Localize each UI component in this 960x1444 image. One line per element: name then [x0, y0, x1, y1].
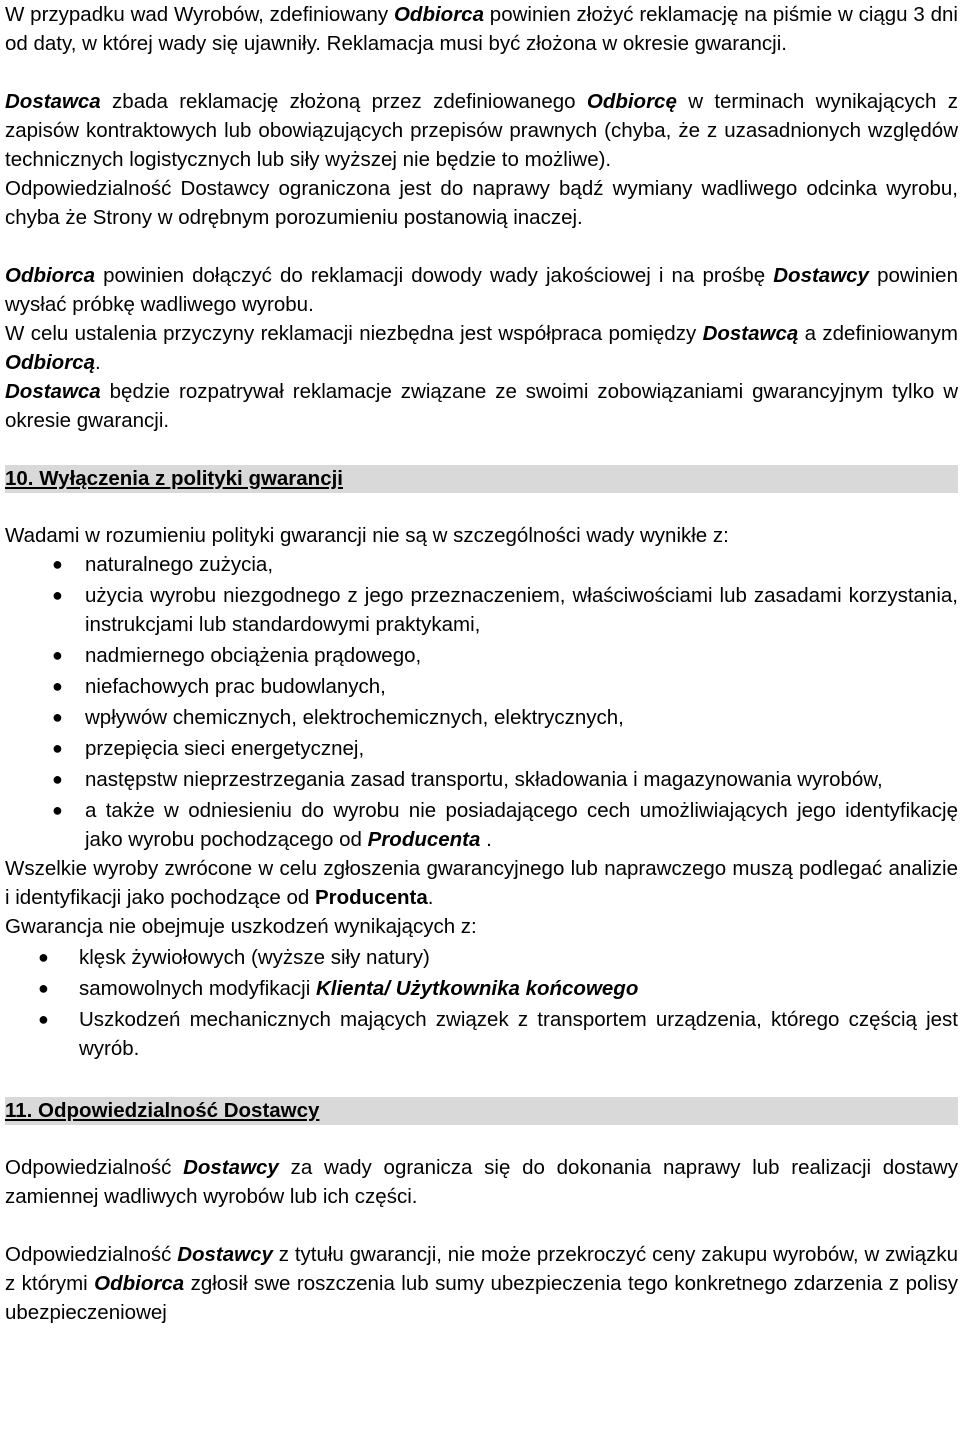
bullet-icon: ●	[52, 769, 63, 789]
bullet-icon: ●	[52, 554, 63, 574]
bullet-icon: ●	[38, 1009, 49, 1029]
complaint-deadline-paragraph: W przypadku wad Wyrobów, zdefiniowany Odbiorca powinien złożyć reklamację na piśmie w ciągu 3 dni od daty, w której wady się ujawniły. Reklamacja musi być złożona w okresie gwarancji.	[5, 3, 958, 55]
bullet-icon: ●	[52, 800, 63, 820]
list-item: ● klęsk żywiołowych (wyższe siły natury)	[5, 943, 958, 972]
list-item: ● użycia wyrobu niezgodnego z jego przeznaczeniem, właściwościami lub zasadami korzystania, instrukcjami lub standardowymi praktykami,	[5, 581, 958, 639]
list-item: ● Uszkodzeń mechanicznych mających związek z transportem urządzenia, którego częścią jest wyrób.	[5, 1005, 958, 1063]
list-item: ● przepięcia sieci energetycznej,	[5, 734, 958, 763]
section-10-intro: Wadami w rozumieniu polityki gwarancji nie są w szczególności wady wynikłe z:	[5, 524, 729, 547]
list-item: ● niefachowych prac budowlanych,	[5, 672, 958, 701]
bullet-icon: ●	[52, 738, 63, 758]
cooperation-paragraph: W celu ustalenia przyczyny reklamacji niezbędna jest współpraca pomiędzy Dostawcą a zdefiniowanym Odbiorcą.	[5, 322, 958, 374]
section-11-heading: 11. Odpowiedzialność Dostawcy	[5, 1097, 958, 1125]
section-10-heading: 10. Wyłączenia z polityki gwarancji	[5, 465, 958, 493]
evidence-paragraph: Odbiorca powinien dołączyć do reklamacji dowody wady jakościowej i na prośbę Dostawcy powinien wysłać próbkę wadliwego wyrobu.	[5, 264, 958, 316]
bullet-icon: ●	[52, 645, 63, 665]
returned-products-paragraph: Wszelkie wyroby zwrócone w celu zgłoszenia gwarancyjnego lub naprawczego muszą podlegać analizie i identyfikacji jako pochodzące od Producenta.	[5, 857, 958, 909]
damage-exclusions-list	[5, 943, 958, 1063]
bullet-icon: ●	[38, 978, 49, 998]
exclusions-list	[5, 550, 958, 854]
bullet-icon: ●	[52, 585, 63, 605]
list-item: ● następstw nieprzestrzegania zasad transportu, składowania i magazynowania wyrobów,	[5, 765, 958, 794]
bullet-icon: ●	[52, 676, 63, 696]
bullet-icon: ●	[52, 707, 63, 727]
warranty-period-paragraph: Dostawca będzie rozpatrywał reklamacje związane ze swoimi zobowiązaniami gwarancyjnym tylko w okresie gwarancji.	[5, 380, 958, 432]
liability-limit-paragraph: Odpowiedzialność Dostawcy ograniczona jest do naprawy bądź wymiany wadliwego odcinka wyrobu, chyba że Strony w odrębnym porozumieniu postanowią inaczej.	[5, 177, 958, 229]
list-item: ● naturalnego zużycia,	[5, 550, 958, 579]
list-item: ● nadmiernego obciążenia prądowego,	[5, 641, 958, 670]
bullet-icon: ●	[38, 947, 49, 967]
supplier-liability-paragraph: Odpowiedzialność Dostawcy za wady ogranicza się do dokonania naprawy lub realizacji dostawy zamiennej wadliwych wyrobów lub ich części.	[5, 1156, 958, 1208]
list-item: ● wpływów chemicznych, elektrochemicznych, elektrycznych,	[5, 703, 958, 732]
list-item: ● a także w odniesieniu do wyrobu nie posiadającego cech umożliwiających jego identyfikację jako wyrobu pochodzącego od Producenta .	[5, 796, 958, 854]
exclusion-intro: Gwarancja nie obejmuje uszkodzeń wynikających z:	[5, 915, 477, 938]
liability-cap-paragraph: Odpowiedzialność Dostawcy z tytułu gwarancji, nie może przekroczyć ceny zakupu wyrobów, w związku z którymi Odbiorca zgłosił swe roszczenia lub sumy ubezpieczenia tego konkretnego zdarzenia z polisy ubezpieczeniowej	[5, 1243, 958, 1324]
document-page	[5, 0, 958, 1327]
supplier-review-paragraph: Dostawca zbada reklamację złożoną przez zdefiniowanego Odbiorcę w terminach wynikających z zapisów kontraktowych lub obowiązujących przepisów prawnych (chyba, że z uzasadnionych względów technicznych logistycznych lub siły wyższej nie będzie to możliwe).	[5, 90, 958, 171]
list-item: ● samowolnych modyfikacji Klienta/ Użytkownika końcowego	[5, 974, 958, 1003]
